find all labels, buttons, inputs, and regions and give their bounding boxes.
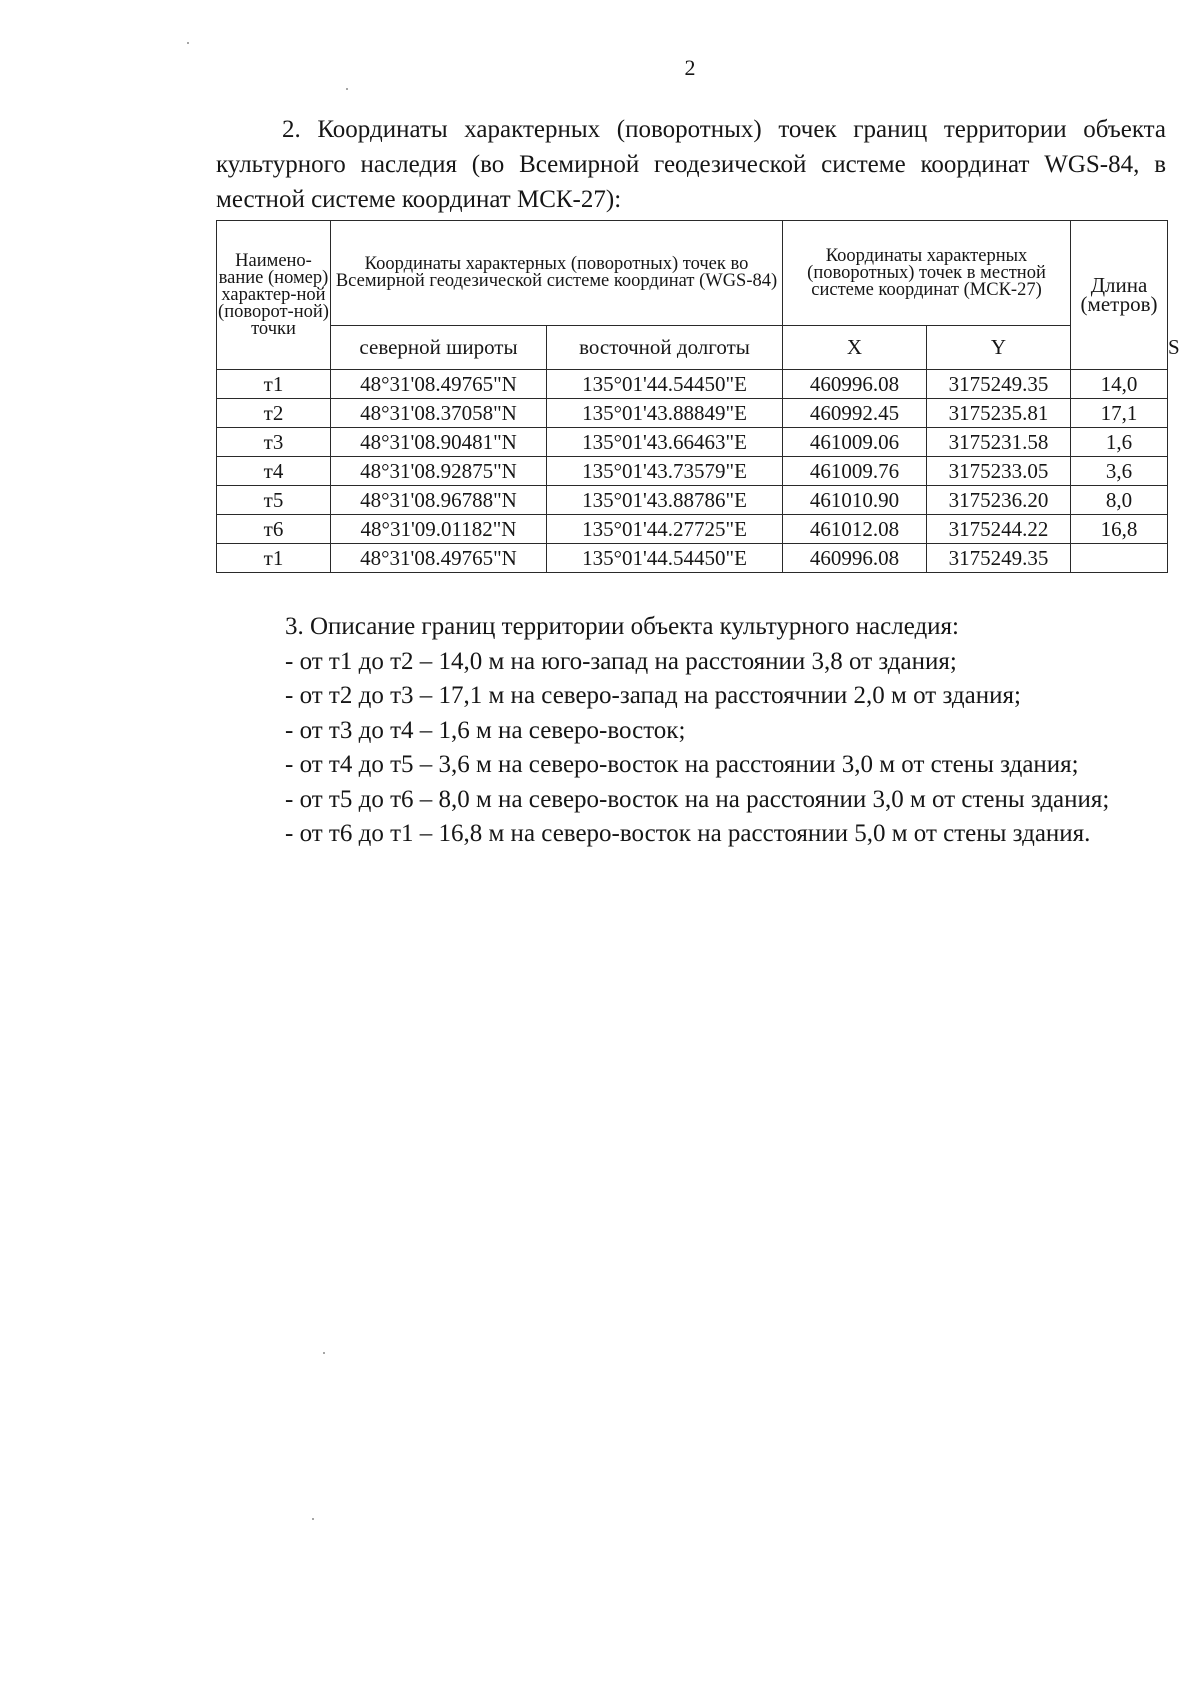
cell-lat: 48°31'08.90481"N xyxy=(331,428,547,457)
boundary-item: - от т4 до т5 – 3,6 м на северо-восток на расстоянии 3,0 м от стены здания; xyxy=(285,751,1079,778)
cell-lat: 48°31'08.92875"N xyxy=(331,457,547,486)
cell-s: 1,6 xyxy=(1071,428,1168,457)
table-row xyxy=(217,457,1168,486)
cell-s: 14,0 xyxy=(1071,370,1168,399)
cell-point: т6 xyxy=(217,515,331,544)
cell-lon: 135°01'44.27725"E xyxy=(547,515,783,544)
cell-lon: 135°01'43.73579"E xyxy=(547,457,783,486)
cell-lon: 135°01'44.54450"E xyxy=(547,544,783,573)
section-3-title: 3. Описание границ территории объекта культурного наследия: xyxy=(285,613,959,640)
cell-point: т5 xyxy=(217,486,331,515)
cell-s xyxy=(1071,544,1168,573)
scan-speck xyxy=(312,1518,314,1520)
cell-lon: 135°01'43.88849"E xyxy=(547,399,783,428)
cell-lat: 48°31'08.49765"N xyxy=(331,370,547,399)
table-row xyxy=(217,486,1168,515)
section-2-text: 2. Координаты характерных (поворотных) точек границ территории объекта культурного наследия (во Всемирной геодезической системе координат WGS-84, в местной системе координат МСК-27): xyxy=(216,116,1166,213)
cell-lat: 48°31'08.37058"N xyxy=(331,399,547,428)
cell-x: 460996.08 xyxy=(783,370,927,399)
cell-x: 460992.45 xyxy=(783,399,927,428)
header-latitude: северной широты xyxy=(331,326,547,370)
cell-lat: 48°31'09.01182"N xyxy=(331,515,547,544)
cell-x: 461010.90 xyxy=(783,486,927,515)
cell-x: 461012.08 xyxy=(783,515,927,544)
cell-point: т1 xyxy=(217,370,331,399)
scan-speck xyxy=(323,1352,325,1354)
table-row xyxy=(217,399,1168,428)
coordinates-table: Наимено-вание (номер) характер-ной (поворот-ной) точки Координаты характерных (поворотных) точек во Всемирной геодезической системе координат (WGS-84) Координаты характерных (поворотных) точек в местной системе координат (МСК-27) Длина (метров) северной широты восточной долготы X Y S т1 48°31'08.49765"N 135°01'44.54450"E 460996.08 3175249.35 14,0 т2 48°31'08.37058"N 135°01'43.88849"E 460992.45 3175235.81 17,1 т3 48°31'08.90481"N 135°01'43.66463"E 461009.06 3175231.58 1,6 т4 48°31'08.92875"N 135°01'43.73579"E 461009.76 3175233.05 3,6 т5 48°31'08.96788"N 135°01'43.88786"E 461010.90 3175236.20 8,0 т6 48°31'09.01182"N 135°01'44.27725"E 461012.08 3175244.22 16,8 т1 48°31'08.49765"N 135°01'44.54450"E 460996.08 3175249.35 xyxy=(216,220,1168,573)
header-x: X xyxy=(783,326,927,370)
boundary-item: - от т5 до т6 – 8,0 м на северо-восток на на расстоянии 3,0 м от стены здания; xyxy=(285,785,1110,813)
cell-lat: 48°31'08.49765"N xyxy=(331,544,547,573)
cell-lon: 135°01'43.88786"E xyxy=(547,486,783,515)
cell-s: 16,8 xyxy=(1071,515,1168,544)
cell-point: т1 xyxy=(217,544,331,573)
cell-s: 17,1 xyxy=(1071,399,1168,428)
cell-point: т3 xyxy=(217,428,331,457)
header-wgs84: Координаты характерных (поворотных) точек во Всемирной геодезической системе координат (WGS-84) xyxy=(331,221,783,326)
section-2 xyxy=(216,112,1166,217)
cell-y: 3175236.20 xyxy=(927,486,1071,515)
cell-y: 3175235.81 xyxy=(927,399,1071,428)
cell-x: 460996.08 xyxy=(783,544,927,573)
cell-s: 8,0 xyxy=(1071,486,1168,515)
cell-y: 3175249.35 xyxy=(927,370,1071,399)
cell-y: 3175249.35 xyxy=(927,544,1071,573)
cell-point: т4 xyxy=(217,457,331,486)
boundary-item: - от т6 до т1 – 16,8 м на северо-восток на расстоянии 5,0 м от стены здания. xyxy=(285,820,1091,847)
cell-s: 3,6 xyxy=(1071,457,1168,486)
header-longitude: восточной долготы xyxy=(547,326,783,370)
cell-x: 461009.06 xyxy=(783,428,927,457)
boundary-item: - от т3 до т4 – 1,6 м на северо-восток; xyxy=(285,716,686,744)
header-point-name: Наимено-вание (номер) характер-ной (поворот-ной) точки xyxy=(217,221,331,370)
cell-x: 461009.76 xyxy=(783,457,927,486)
boundary-item: - от т2 до т3 – 17,1 м на северо-запад на расстоячнии 2,0 м от здания; xyxy=(285,682,1021,709)
scan-speck xyxy=(346,88,348,90)
cell-y: 3175233.05 xyxy=(927,457,1071,486)
scan-speck xyxy=(187,42,189,44)
table-row xyxy=(217,428,1168,457)
table-row xyxy=(217,544,1168,573)
header-length: Длина (метров) xyxy=(1071,221,1168,370)
page-number: 2 xyxy=(684,55,696,80)
section-3 xyxy=(285,610,1185,852)
table-row xyxy=(217,515,1168,544)
header-y: Y xyxy=(927,326,1071,370)
cell-y: 3175231.58 xyxy=(927,428,1071,457)
boundary-item: - от т1 до т2 – 14,0 м на юго-запад на расстоянии 3,8 от здания; xyxy=(285,647,957,675)
cell-lat: 48°31'08.96788"N xyxy=(331,486,547,515)
header-msk27: Координаты характерных (поворотных) точек в местной системе координат (МСК-27) xyxy=(783,221,1071,326)
cell-lon: 135°01'43.66463"E xyxy=(547,428,783,457)
cell-y: 3175244.22 xyxy=(927,515,1071,544)
table-row xyxy=(217,370,1168,399)
cell-lon: 135°01'44.54450"E xyxy=(547,370,783,399)
cell-point: т2 xyxy=(217,399,331,428)
